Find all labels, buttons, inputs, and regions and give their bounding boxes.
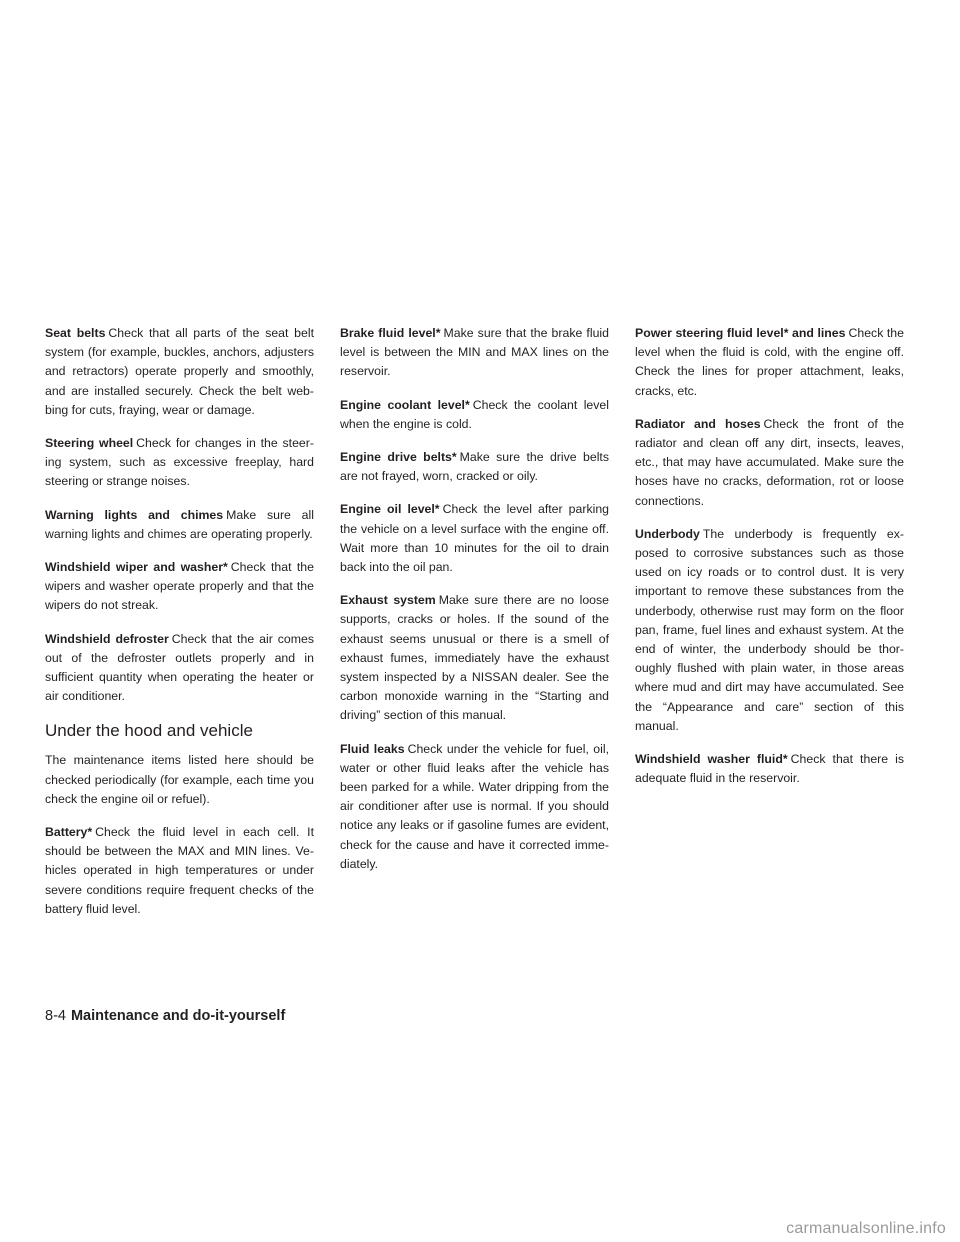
column-1	[45, 324, 314, 933]
entry-term: Engine coolant level*	[340, 397, 470, 412]
entry-drive-belts	[340, 448, 609, 486]
entry-exhaust	[340, 591, 609, 725]
entry-term: Fluid leaks	[340, 741, 405, 756]
entry-defroster	[45, 630, 314, 707]
entry-term: Underbody	[635, 526, 700, 541]
entry-term: Windshield washer fluid*	[635, 752, 788, 767]
watermark: carmanualsonline.info	[786, 1220, 946, 1237]
section-heading: Under the hood and vehicle	[45, 721, 253, 741]
entry-term: Warning lights and chimes	[45, 507, 224, 522]
page-number: 8-4	[45, 1008, 66, 1024]
entry-coolant	[340, 396, 609, 434]
entry-brake-fluid	[340, 324, 609, 382]
entry-term: Seat belts	[45, 326, 106, 340]
entry-text: Check the fluid level in each cell. It should be between the MAX and MIN lines. Vehicles operated in high temperatures or under severe conditions require frequent checks of the battery fluid level.	[45, 825, 314, 916]
entry-text: Check the level when the fluid is cold, with the engine off. Check the lines for proper attachment, leaks, cracks, etc.	[635, 326, 904, 398]
entry-term: Engine oil level*	[340, 502, 440, 517]
chapter-title: Maintenance and do-it-yourself	[70, 1008, 286, 1024]
entry-term: Windshield wiper and washer*	[45, 560, 228, 575]
column-2	[340, 324, 609, 888]
entry-text: Make sure there are no loose supports, cracks or holes. If the sound of the exhaust seems unusual or there is a smell of exhaust fumes, immediately have the exhaust system inspected by a NISSAN dealer. See the carbon monoxide warning in the “Starting and driving” section of this manual.	[340, 593, 610, 723]
entry-text: Check that the air comes out of the defroster outlets properly and in sufficient quantity when operating the heater or air conditioner.	[45, 631, 314, 704]
entry-text: Check the front of the radiator and clean off any dirt, insects, leaves, etc., that may have accumulated. Make sure the hoses have no cracks, deformation, rot or loose connections.	[635, 416, 904, 508]
entry-text: The underbody is frequently exposed to corrosive substances such as those used on icy roads or to control dust. It is very important to remove these substances from the underbody, otherwise rust may form on the floor pan, frame, fuel lines and exhaust system. At the end of winter, the underbody should be thoroughly flushed with plain water, in those areas where mud and dirt may have accumulated. See the “Appearance and care” section of this manual.	[635, 526, 904, 733]
entry-engine-oil	[340, 500, 609, 577]
entry-text: Make sure that the brake fluid level is between the MIN and MAX lines on the reservoir.	[340, 326, 609, 379]
page-footer	[45, 1007, 285, 1025]
entry-term: Brake fluid level*	[340, 326, 441, 340]
entry-term: Steering wheel	[45, 436, 134, 451]
entry-text: Check that there is adequate fluid in the reservoir.	[635, 752, 904, 786]
entry-term: Exhaust system	[340, 593, 436, 608]
entry-text: Make sure the drive belts are not frayed, worn, cracked or oily.	[340, 450, 609, 484]
entry-seat-belts	[45, 324, 314, 420]
entry-underbody	[635, 525, 904, 736]
entry-text: Check that all parts of the seat belt system (for example, buckles, anchors, adjusters and retractors) operate properly and smoothly, and are installed securely. Check the belt webbing for cuts, fraying, wear or damage.	[45, 326, 315, 417]
entry-warning-lights	[45, 506, 314, 544]
entry-radiator	[635, 415, 904, 511]
entry-term: Engine drive belts*	[340, 450, 457, 465]
entry-term: Battery*	[45, 825, 93, 840]
entry-term: Radiator and hoses	[635, 416, 761, 431]
entry-text: Make sure all warning lights and chimes are operating properly.	[45, 507, 314, 541]
column-3	[635, 324, 904, 802]
entry-term: Power steering fluid level* and lines	[635, 326, 846, 340]
entry-term: Windshield defroster	[45, 631, 169, 646]
entry-wiper-washer	[45, 558, 314, 616]
entry-text: Check the coolant level when the engine is cold.	[340, 397, 609, 431]
entry-fluid-leaks	[340, 740, 609, 874]
entry-battery	[45, 823, 314, 919]
entry-text: Check that the wipers and washer operate properly and that the wipers do not streak.	[45, 560, 314, 613]
entry-text: Check the level after parking the vehicle on a level surface with the engine off. Wait more than 10 minutes for the oil to drain back into the oil pan.	[340, 502, 609, 575]
entry-steering-wheel	[45, 434, 314, 492]
entry-text: Check for changes in the steering system, such as excessive freeplay, hard steering or strange noises.	[45, 436, 314, 489]
entry-power-steering	[635, 324, 904, 401]
entry-washer-fluid	[635, 750, 904, 788]
entry-text: Check under the vehicle for fuel, oil, water or other fluid leaks after the vehicle has been parked for a while. Water dripping from the air conditioner after use is normal. If you should notice any leaks or if gasoline fumes are evident, check for the cause and have it corrected immediately.	[340, 741, 609, 871]
section-intro: The maintenance items listed here should be checked periodically (for example, each time you check the engine oil or refuel).	[45, 753, 314, 806]
